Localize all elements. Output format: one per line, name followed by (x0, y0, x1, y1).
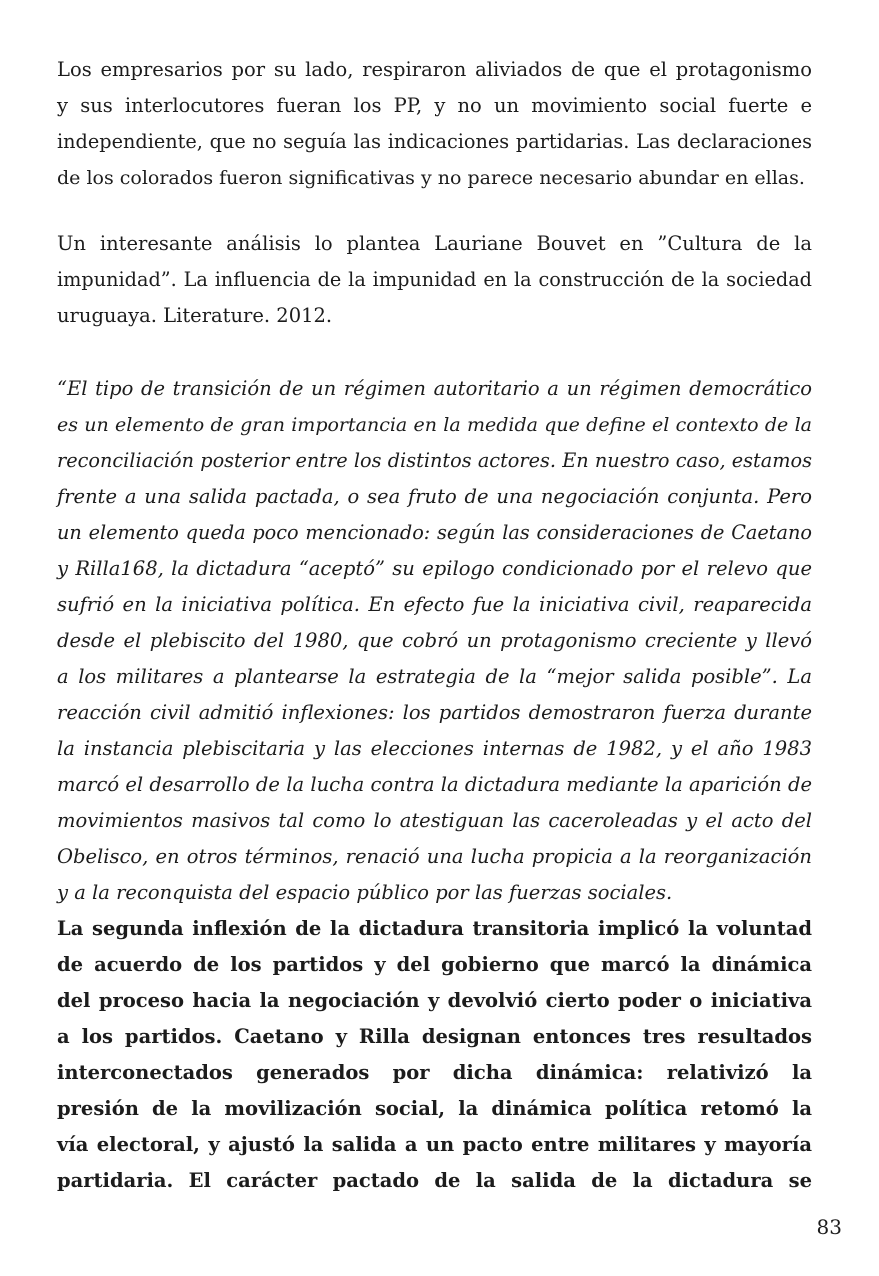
bold-line: partidaria. El carácter pactado de la salida de la dictadura se (57, 1169, 812, 1192)
quote-line: desde el plebiscito del 1980, que cobró un protagonismo creciente y llevó (57, 629, 812, 652)
bold-line: presión de la movilización social, la dinámica política retomó la (57, 1097, 812, 1120)
text-line: independiente, que no seguía las indicaciones partidarias. Las declaraciones (57, 130, 812, 153)
quote-line: la instancia plebiscitaria y las elecciones internas de 1982, y el año 1983 (57, 737, 812, 760)
quote-line: sufrió en la iniciativa política. En efecto fue la iniciativa civil, reaparecida (57, 593, 812, 616)
quote-line: Obelisco, en otros términos, renació una lucha propicia a la reorganización (57, 845, 812, 868)
bold-line: vía electoral, y ajustó la salida a un pacto entre militares y mayoría (57, 1133, 812, 1156)
quote-line: marcó el desarrollo de la lucha contra la dictadura mediante la aparición de (57, 773, 812, 796)
bold-line: La segunda inflexión de la dictadura transitoria implicó la voluntad (57, 917, 812, 940)
text-line: de los colorados fueron significativas y no parece necesario abundar en ellas. (57, 167, 805, 189)
bold-line: a los partidos. Caetano y Rilla designan entonces tres resultados (57, 1025, 812, 1048)
block-quote (57, 371, 812, 911)
quote-line: y Rilla168, la dictadura “aceptó” su epilogo condicionado por el relevo que (57, 557, 812, 580)
quote-line: a los militares a plantearse la estrategia de la “mejor salida posible”. La (57, 665, 812, 688)
text-line: uruguaya. Literature. 2012. (57, 304, 333, 327)
document-page (57, 52, 812, 1199)
bold-line: interconectados generados por dicha dinámica: relativizó la (57, 1061, 812, 1084)
text-line: y sus interlocutores fueran los PP, y no un movimiento social fuerte e (57, 94, 812, 117)
paragraph-bouvet-reference (57, 226, 812, 334)
paragraph-empresarios (57, 52, 812, 196)
quote-line: “El tipo de transición de un régimen autoritario a un régimen democrático (57, 377, 812, 400)
quote-line: frente a una salida pactada, o sea fruto de una negociación conjunta. Pero (57, 485, 812, 508)
quote-line: es un elemento de gran importancia en la medida que define el contexto de la (57, 414, 812, 436)
quote-line: movimientos masivos tal como lo atestiguan las caceroleadas y el acto del (57, 809, 812, 832)
quote-line: y a la reconquista del espacio público por las fuerzas sociales. (57, 881, 673, 904)
quote-line: reconciliación posterior entre los distintos actores. En nuestro caso, estamos (57, 449, 812, 472)
bold-line: de acuerdo de los partidos y del gobierno que marcó la dinámica (57, 953, 812, 976)
quote-line: reacción civil admitió inflexiones: los partidos demostraron fuerza durante (57, 701, 812, 724)
paragraph-gap (57, 196, 812, 226)
text-line: Los empresarios por su lado, respiraron aliviados de que el protagonismo (57, 58, 812, 81)
bold-line: del proceso hacia la negociación y devolvió cierto poder o iniciativa (57, 989, 812, 1012)
quote-line: un elemento queda poco mencionado: según las consideraciones de Caetano (57, 521, 812, 544)
text-line: impunidad”. La influencia de la impunidad en la construcción de la sociedad (57, 268, 812, 291)
page-number: 83 (816, 1215, 842, 1239)
text-line: Un interesante análisis lo plantea Lauriane Bouvet en ”Cultura de la (57, 232, 812, 255)
bold-paragraph (57, 911, 812, 1199)
